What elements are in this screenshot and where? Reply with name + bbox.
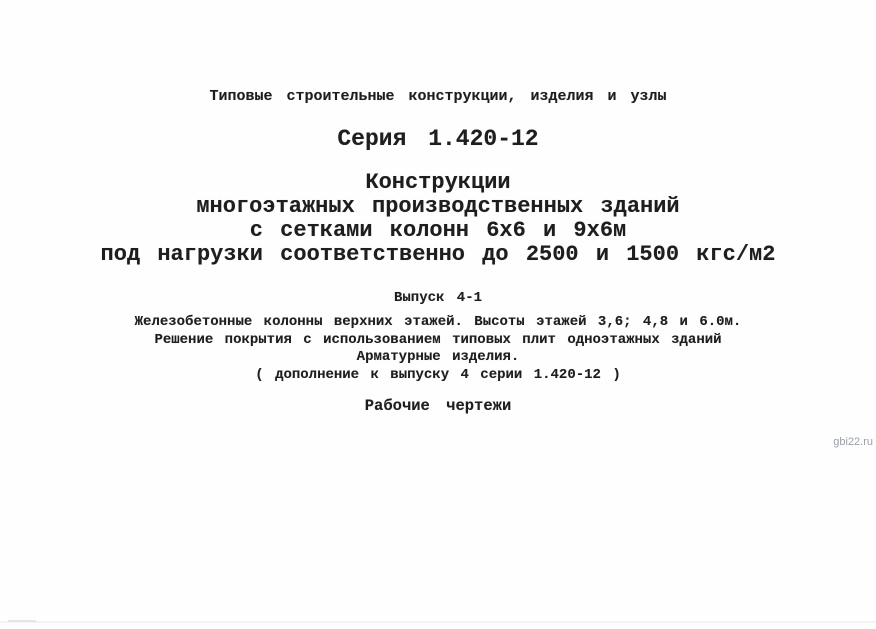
series-title: Серия 1.420-12	[337, 126, 539, 152]
site-watermark: gbi22.ru	[833, 436, 873, 448]
title-line-2: многоэтажных производственных зданий	[196, 194, 680, 219]
description-line-2: Решение покрытия с использованием типовых плит одноэтажных зданий	[154, 331, 722, 348]
description-line-1: Железобетонные колонны верхних этажей. Высоты этажей 3,6; 4,8 и 6.0м.	[134, 314, 742, 330]
description-line-4: ( дополнение к выпуску 4 серии 1.420-12 )	[255, 366, 621, 383]
document-category-line: Типовые строительные конструкции, изделия и узлы	[209, 88, 667, 105]
document-title-block	[0, 171, 876, 267]
scan-artifact-speck	[8, 620, 36, 622]
issue-number: Выпуск 4-1	[393, 290, 482, 306]
document-type-label: Рабочие чертежи	[364, 397, 512, 415]
description-line-3: Арматурные изделия.	[356, 349, 520, 365]
title-line-4: под нагрузки соответственно до 2500 и 1500 кгс/м2	[100, 242, 776, 267]
page-bottom-edge	[0, 621, 876, 623]
issue-description-block	[0, 314, 876, 384]
title-line-1: Конструкции	[365, 170, 511, 195]
title-line-3: с сетками колонн 6х6 и 9х6м	[249, 218, 627, 243]
